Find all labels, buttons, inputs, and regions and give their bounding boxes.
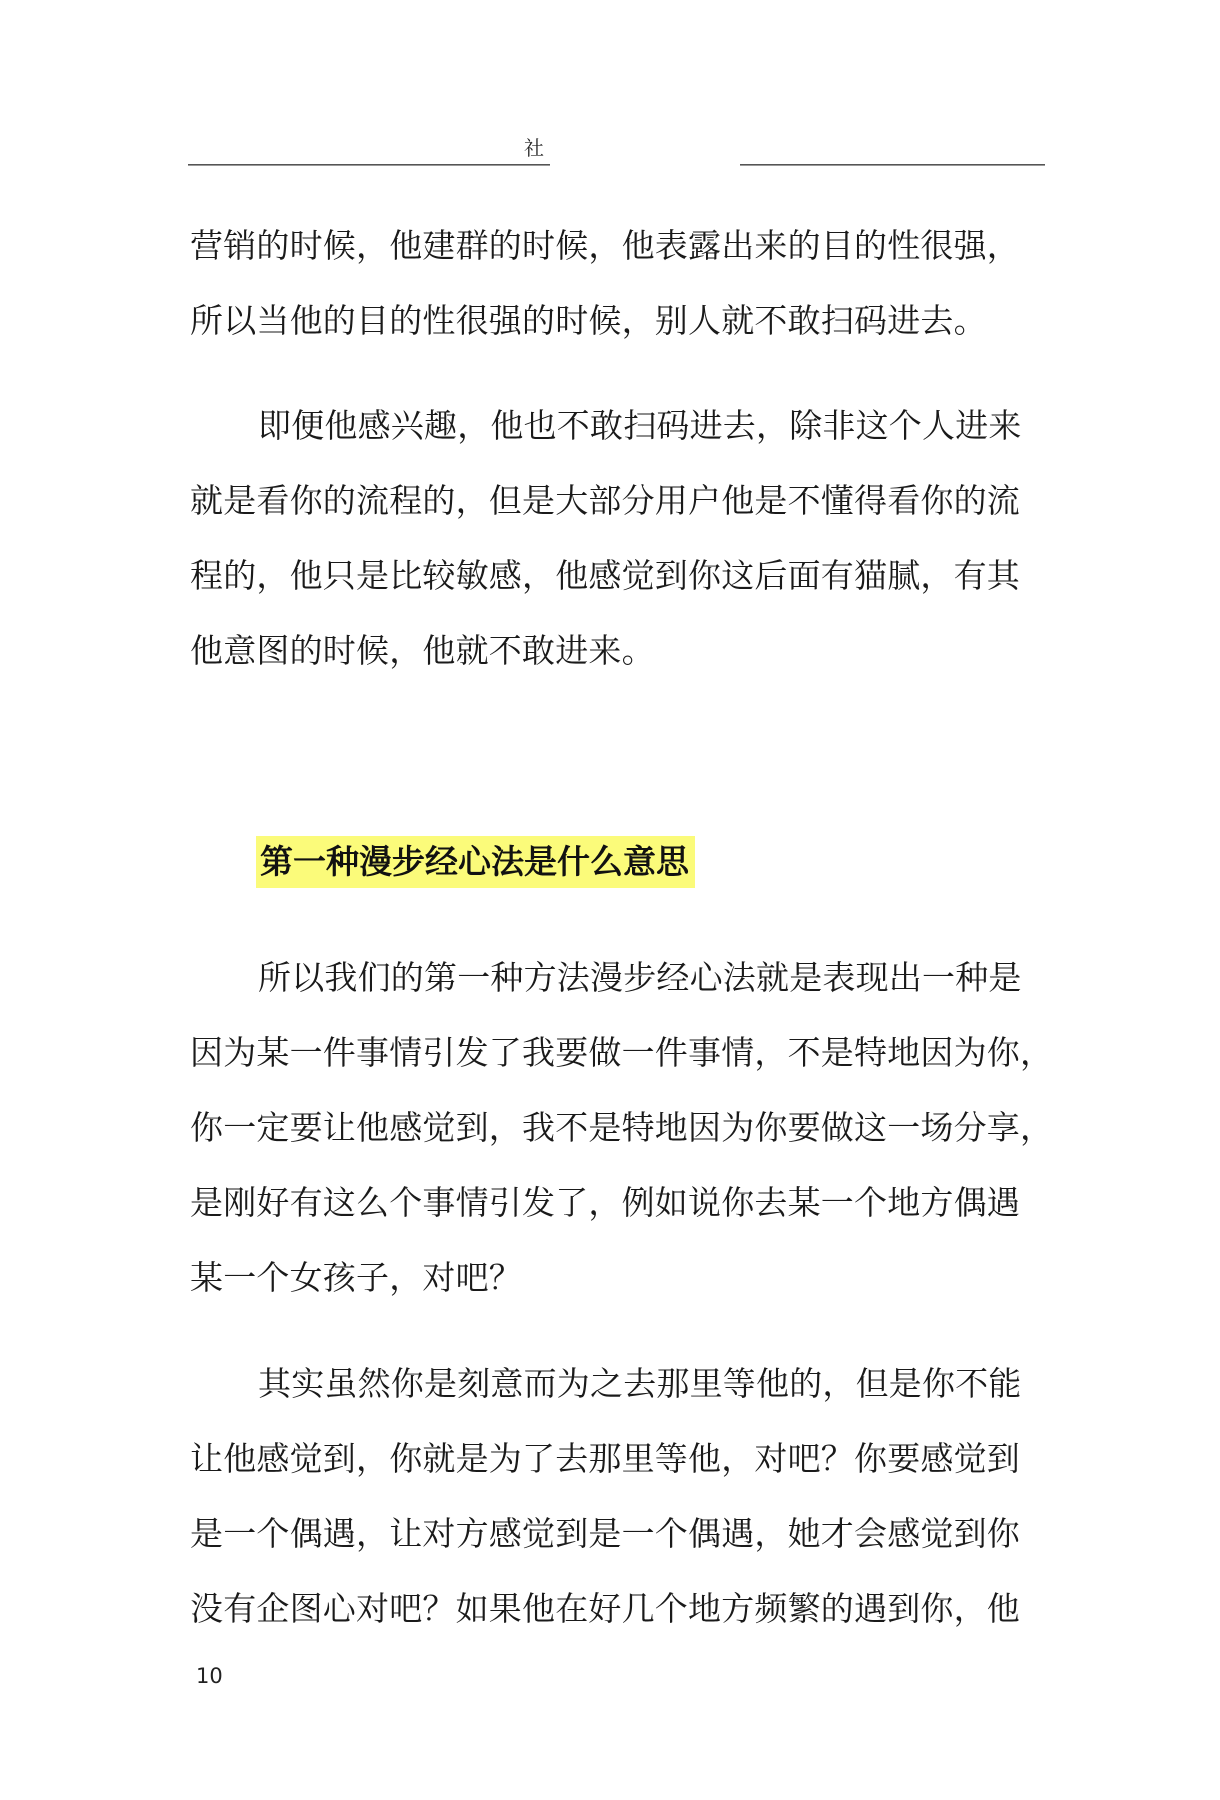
text-line: 所以我们的第一种方法漫步经心法就是表现出一种是 (258, 958, 1022, 997)
header-rule-left (188, 164, 550, 166)
text-line: 程的，他只是比较敏感，他感觉到你这后面有猫腻，有其 (190, 556, 1020, 595)
header-rule-right (740, 164, 1045, 166)
text-line: 是一个偶遇，让对方感觉到是一个偶遇，她才会感觉到你 (190, 1514, 1020, 1553)
text-line: 因为某一件事情引发了我要做一件事情，不是特地因为你， (190, 1033, 1054, 1072)
text-line: 其实虽然你是刻意而为之去那里等他的，但是你不能 (258, 1364, 1022, 1403)
text-line: 所以当他的目的性很强的时候，别人就不敢扫码进去。 (190, 301, 987, 340)
paragraph-3 (190, 940, 1054, 1315)
text-line: 某一个女孩子，对吧？ (190, 1258, 522, 1297)
text-line: 你一定要让他感觉到，我不是特地因为你要做这一场分享， (190, 1108, 1054, 1147)
text-line: 没有企图心对吧？如果他在好几个地方频繁的遇到你，他 (190, 1589, 1020, 1628)
text-line: 即便他感兴趣，他也不敢扫码进去，除非这个人进来 (258, 406, 1022, 445)
paragraph-2 (190, 388, 1050, 688)
paragraph-4 (190, 1346, 1050, 1646)
section-heading-wrapper (256, 836, 695, 888)
running-header: 社 (524, 136, 544, 160)
paragraph-1 (190, 208, 1050, 358)
page-number: 10 (196, 1664, 223, 1688)
text-line: 就是看你的流程的，但是大部分用户他是不懂得看你的流 (190, 481, 1020, 520)
text-line: 营销的时候，他建群的时候，他表露出来的目的性很强， (190, 226, 1020, 265)
section-heading: 第一种漫步经心法是什么意思 (256, 836, 695, 888)
text-line: 是刚好有这么个事情引发了，例如说你去某一个地方偶遇 (190, 1183, 1020, 1222)
text-line: 他意图的时候，他就不敢进来。 (190, 631, 655, 670)
text-line: 让他感觉到，你就是为了去那里等他，对吧？你要感觉到 (190, 1439, 1020, 1478)
